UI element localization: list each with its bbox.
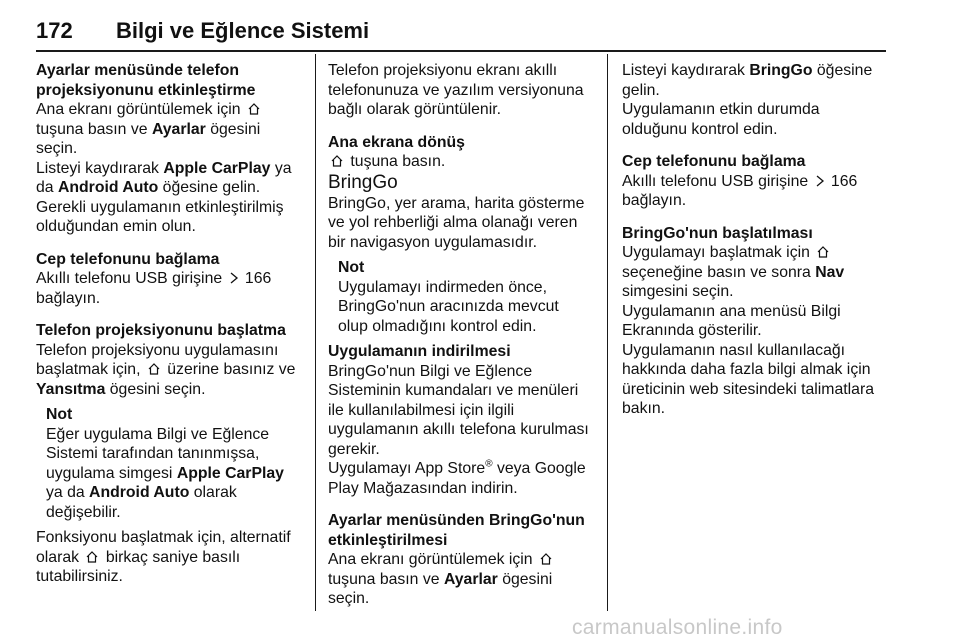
section-heading: Ayarlar menüsünde telefon projeksiyonunu etkinleştirme [36,62,256,99]
section-heading: Ana ekrana dönüş [328,133,465,151]
paragraph: Telefon projeksiyonu ekranı akıllı telefonunuza ve yazılım versiyonuna bağlı olarak görüntülenir. [328,62,584,118]
paragraph: Telefon projeksiyonu uygulamasını başlatmak için, üzerine basınız ve Yansıtma ögesini seçin. [36,341,296,398]
paragraph: Gerekli uygulamanın etkinleştirilmiş olduğundan emin olun. [36,198,284,235]
cross-reference-arrow-icon [229,272,239,284]
column-divider-1 [315,54,316,611]
section-heading: BringGo'nun başlatılması [622,224,813,242]
paragraph: Ana ekranı görüntülemek için tuşuna basın ve Ayarlar ögesini seçin. [328,551,553,607]
paragraph: Listeyi kaydırarak BringGo öğesine gelin. [622,62,873,99]
note-block [36,405,301,522]
paragraph: Uygulamayı başlatmak için seçeneğine basın ve sonra Nav simgesini seçin. [622,244,845,300]
page-number: 172 [36,18,73,43]
note-title: Not [338,259,365,276]
home-icon [85,550,99,564]
note-title: Not [46,406,73,423]
paragraph: Ana ekranı görüntülemek için tuşuna basın ve Ayarlar ögesini seçin. [36,101,261,157]
paragraph: Uygulamanın ana menüsü Bilgi Ekranında gösterilir. [622,302,841,339]
paragraph: Uygulamanın nasıl kullanılacağı hakkında daha fazla bilgi almak için üreticinin web sitesindeki talimatlara bakın. [622,341,874,417]
column-1 [36,61,301,587]
column-3 [622,61,884,419]
section-title: BringGo [328,171,398,193]
note-block [328,258,593,336]
column-divider-2 [607,54,608,611]
column-2 [328,61,593,609]
section-heading: Telefon projeksiyonunu başlatma [36,322,286,339]
paragraph: Akıllı telefonu USB girişine 166 bağlayın. [36,270,272,307]
paragraph: tuşuna basın. [328,152,593,172]
section-heading: Cep telefonunu bağlama [622,153,806,170]
home-icon [330,154,344,168]
header-rule [36,50,886,52]
home-icon [539,552,553,566]
paragraph: Uygulamayı App Store® veya Google Play Mağazasından indirin. [328,458,586,497]
home-icon [816,245,830,259]
cross-reference-arrow-icon [815,175,825,187]
paragraph: Akıllı telefonu USB girişine 166 bağlayın. [622,172,858,209]
section-heading: Ayarlar menüsünden BringGo'nun etkinleştirilmesi [328,512,585,549]
home-icon [147,362,161,376]
paragraph: Fonksiyonu başlatmak için, alternatif olarak birkaç saniye basılı tutabilirsiniz. [36,529,291,585]
section-heading: Uygulamanın indirilmesi [328,343,511,360]
page-header [36,14,886,52]
watermark: carmanualsonline.info [572,616,783,639]
paragraph: Uygulamanın etkin durumda olduğunu kontrol edin. [622,101,820,138]
registered-mark: ® [485,458,493,470]
paragraph: Listeyi kaydırarak Apple CarPlay ya da Android Auto öğesine gelin. [36,159,292,196]
home-icon [247,102,261,116]
paragraph: BringGo'nun Bilgi ve Eğlence Sisteminin kumandaları ve menüleri ile kullanılabilmesi için ilgili uygulamanın akıllı telefona kurulması gerekir. [328,362,589,458]
paragraph: BringGo, yer arama, harita gösterme ve yol rehberliği alma olanağı veren bir navigasyon uygulamasıdır. [328,194,585,251]
section-heading: Cep telefonunu bağlama [36,250,220,268]
note-text: Uygulamayı indirmeden önce, BringGo'nun aracınızda mevcut olup olmadığını kontrol edin. [338,278,559,335]
note-text: Eğer uygulama Bilgi ve Eğlence Sistemi tarafından tanınmışsa, uygulama simgesi Apple CarPlay ya da Android Auto olarak değişebilir. [46,425,284,521]
running-header-title: Bilgi ve Eğlence Sistemi [116,18,370,43]
